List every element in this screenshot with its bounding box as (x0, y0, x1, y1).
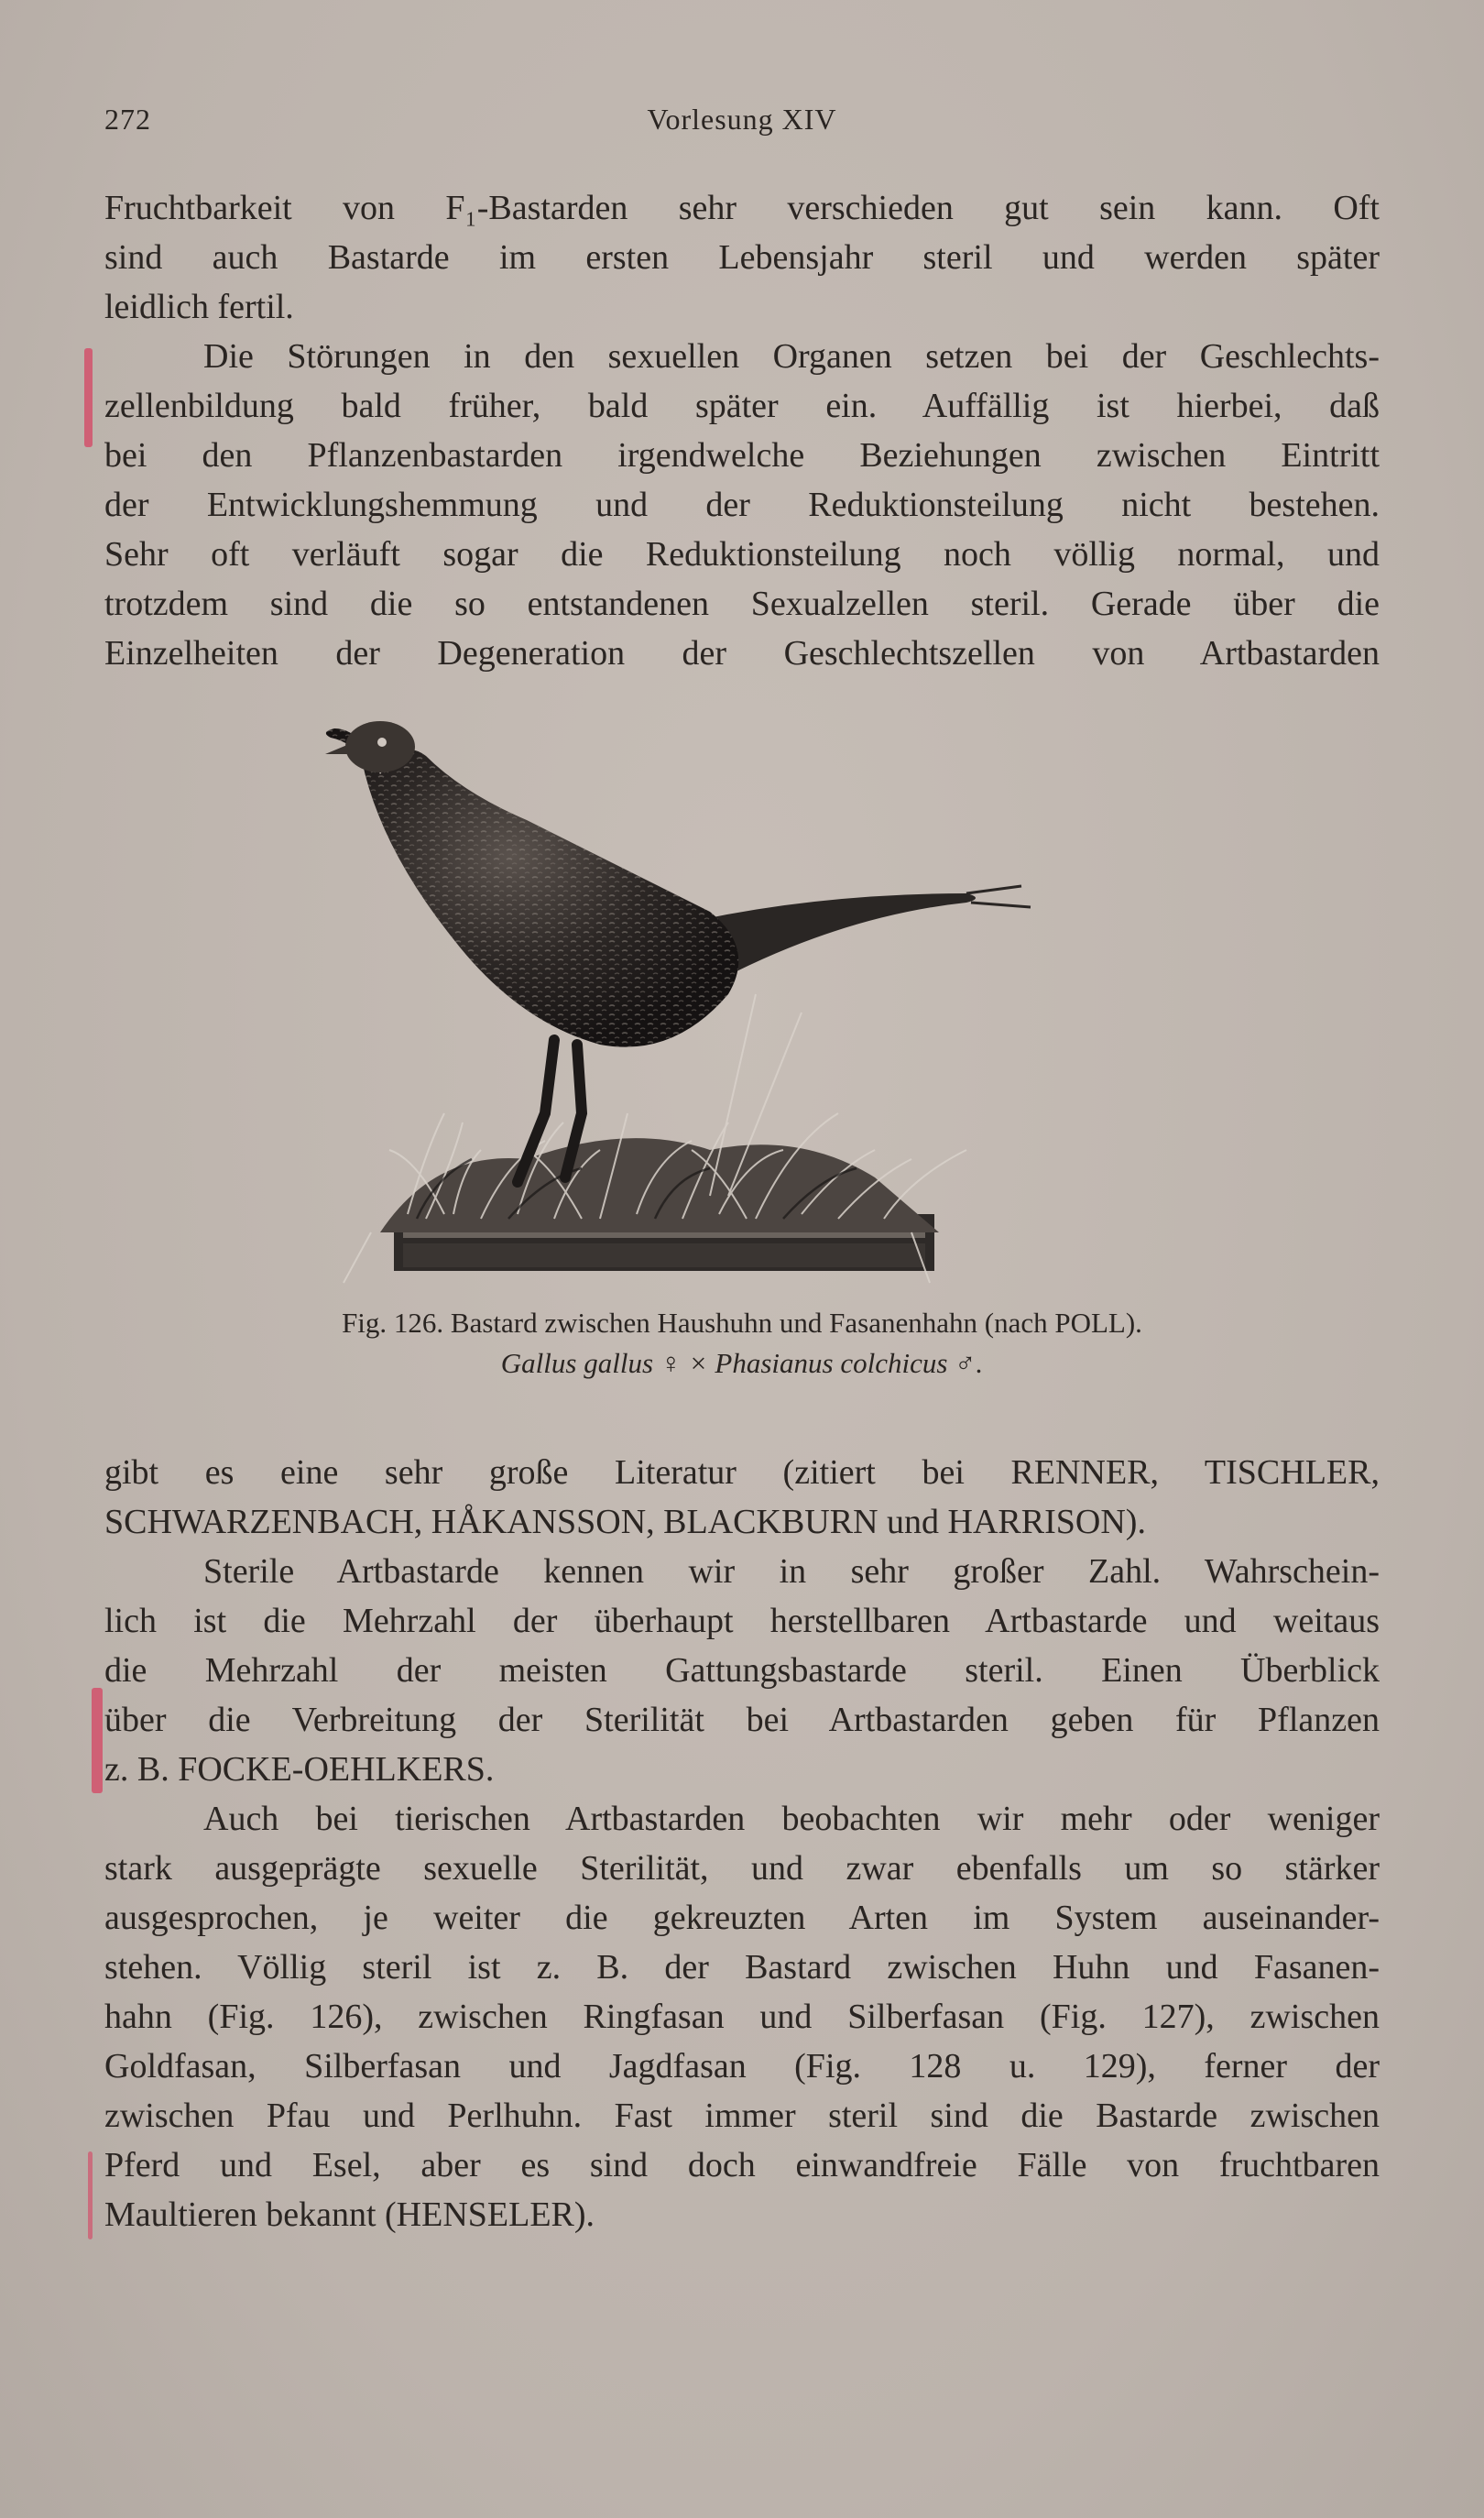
text-line: hahn (Fig. 126), zwischen Ringfasan und Silberfasan (Fig. 127), zwischen (104, 1998, 1380, 2036)
text-line: Maultieren bekannt (HENSELER). (104, 2195, 595, 2234)
text-line: stark ausgeprägte sexuelle Sterilität, und zwar ebenfalls um so stärker (104, 1849, 1380, 1888)
text-line: stehen. Völlig steril ist z. B. der Bastard zwischen Huhn und Fasanen- (104, 1948, 1380, 1987)
text-line: leidlich fertil. (104, 288, 294, 326)
caption-line-2: Gallus gallus ♀ × Phasianus colchicus ♂. (500, 1347, 984, 1379)
text-line: sind auch Bastarde im ersten Lebensjahr steril und werden später (104, 238, 1380, 277)
text-line: Die Störungen in den sexuellen Organen setzen bei der Geschlechts- (203, 337, 1380, 376)
text-line: zwischen Pfau und Perlhuhn. Fast immer steril sind die Bastarde zwischen (104, 2097, 1380, 2135)
paragraph-4 (104, 1547, 1380, 1794)
running-head: Vorlesung XIV (647, 103, 837, 136)
paragraph-5 (104, 1794, 1380, 2239)
text-line: ausgesprochen, je weiter die gekreuzten Arten im System auseinander- (104, 1899, 1380, 1937)
paragraph-3 (104, 1448, 1380, 1547)
figure-caption (104, 1303, 1380, 1384)
text-line: Einzelheiten der Degeneration der Geschlechtszellen von Artbastarden (104, 634, 1380, 673)
text-line: Sterile Artbastarde kennen wir in sehr großer Zahl. Wahrschein- (203, 1552, 1380, 1591)
text-line: Sehr oft verläuft sogar die Reduktionsteilung noch völlig normal, und (104, 535, 1380, 574)
page-header (104, 103, 1380, 139)
caption-line-1: Fig. 126. Bastard zwischen Haushuhn und Fasanenhahn (nach POLL). (342, 1307, 1142, 1339)
text-line: die Mehrzahl der meisten Gattungsbastarde steril. Einen Überblick (104, 1651, 1380, 1690)
text-line: Pferd und Esel, aber es sind doch einwandfreie Fälle von fruchtbaren (104, 2146, 1380, 2184)
text-line: Fruchtbarkeit von F₁-Bastarden sehr verschieden gut sein kann. Oft (104, 189, 1380, 227)
text-line: Auch bei tierischen Artbastarden beobachten wir mehr oder weniger (203, 1800, 1380, 1838)
text-line: trotzdem sind die so entstandenen Sexualzellen steril. Gerade über die (104, 585, 1380, 623)
margin-highlight-mark (88, 2151, 93, 2239)
text-line: lich ist die Mehrzahl der überhaupt herstellbaren Artbastarde und weitaus (104, 1602, 1380, 1640)
text-line: bei den Pflanzenbastarden irgendwelche Beziehungen zwischen Eintritt (104, 436, 1380, 475)
margin-highlight-mark (84, 348, 93, 447)
pheasant-hybrid-photo (325, 719, 1168, 1287)
margin-highlight-mark (92, 1688, 103, 1793)
text-line: gibt es eine sehr große Literatur (zitiert bei RENNER, TISCHLER, (104, 1453, 1380, 1492)
text-line: der Entwicklungshemmung und der Reduktionsteilung nicht bestehen. (104, 486, 1380, 524)
page-number: 272 (104, 103, 151, 136)
text-line: über die Verbreitung der Sterilität bei Artbastarden geben für Pflanzen (104, 1701, 1380, 1739)
paragraph-1 (104, 183, 1380, 332)
text-line: z. B. FOCKE-OEHLKERS. (104, 1750, 495, 1789)
text-line: SCHWARZENBACH, HÅKANSSON, BLACKBURN und HARRISON). (104, 1503, 1146, 1541)
text-line: zellenbildung bald früher, bald später ein. Auffällig ist hierbei, daß (104, 387, 1380, 425)
text-line: Goldfasan, Silberfasan und Jagdfasan (Fig. 128 u. 129), ferner der (104, 2047, 1380, 2086)
paragraph-2 (104, 332, 1380, 678)
